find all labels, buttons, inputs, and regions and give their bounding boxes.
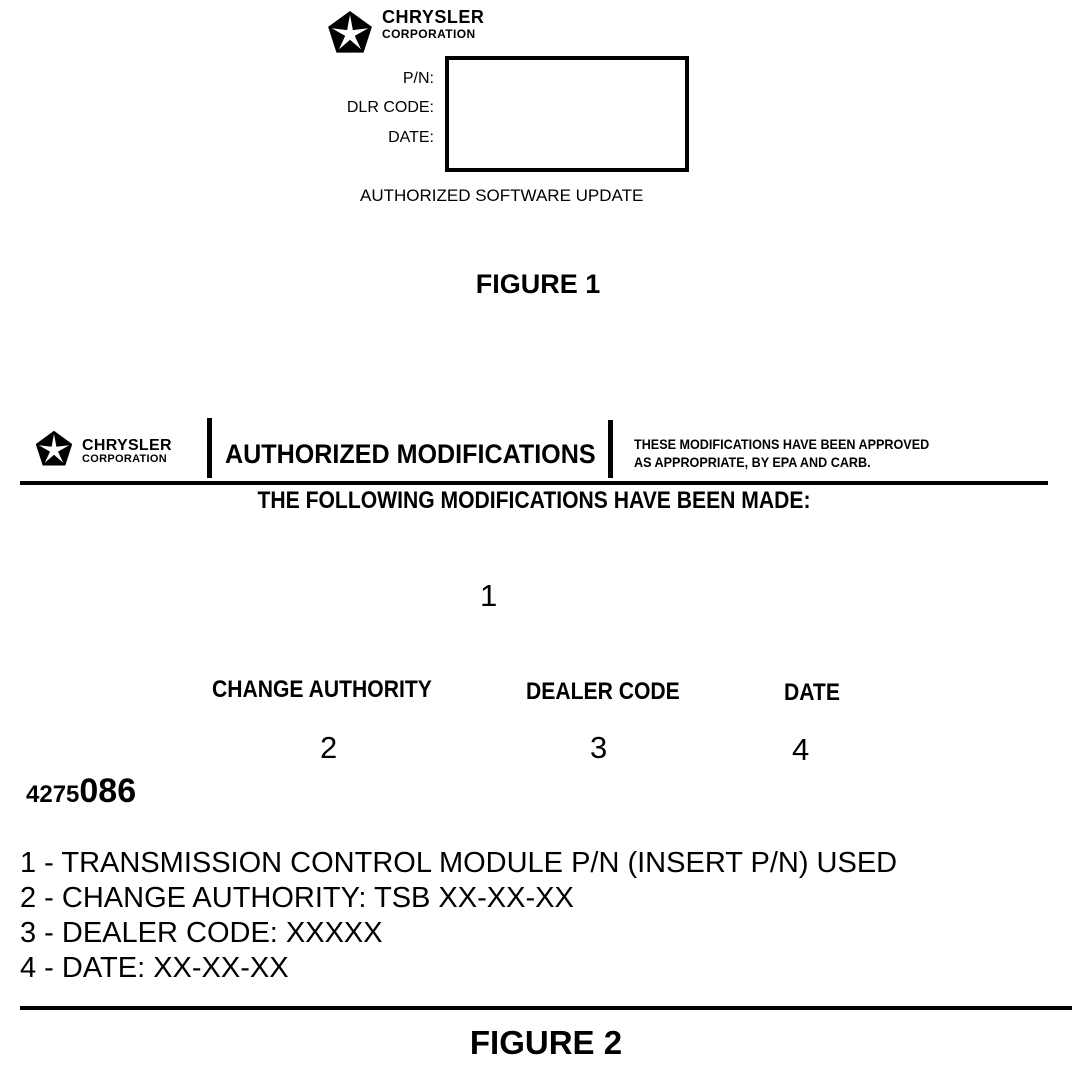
legend-item: 4 - DATE: XX-XX-XX	[20, 952, 289, 984]
software-update-caption: AUTHORIZED SOFTWARE UPDATE	[360, 186, 644, 205]
part-number-prefix: 4275	[26, 781, 80, 808]
callout-4: 4	[792, 732, 810, 767]
part-number-suffix: 086	[79, 772, 137, 810]
divider	[608, 420, 613, 478]
pn-label: P/N:	[402, 70, 434, 87]
dlr-code-label: DLR CODE:	[346, 99, 434, 116]
header-rule	[20, 481, 1048, 485]
modifications-statement: THE FOLLOWING MODIFICATIONS HAVE BEEN MADE:	[257, 487, 811, 514]
figure-1-title: FIGURE 1	[475, 269, 601, 299]
brand-subtitle: CORPORATION	[82, 453, 167, 465]
callout-3: 3	[590, 730, 608, 765]
callout-2: 2	[320, 730, 338, 765]
legend-item: 2 - CHANGE AUTHORITY: TSB XX-XX-XX	[20, 882, 574, 914]
label-part-number	[26, 772, 136, 811]
callout-1: 1	[480, 578, 498, 613]
brand-subtitle: CORPORATION	[382, 27, 476, 41]
figure-2-title: FIGURE 2	[469, 1024, 623, 1061]
brand-name: CHRYSLER	[82, 437, 172, 454]
brand-name: CHRYSLER	[382, 7, 485, 27]
change-authority-header: CHANGE AUTHORITY	[212, 676, 432, 703]
modifications-heading: AUTHORIZED MODIFICATIONS	[225, 439, 596, 469]
date-header: DATE	[784, 679, 840, 706]
date-label: DATE:	[388, 129, 434, 146]
divider	[207, 418, 212, 478]
dealer-code-header: DEALER CODE	[526, 678, 680, 705]
label-entry-box	[445, 56, 689, 172]
bottom-rule	[20, 1006, 1072, 1010]
pentastar-icon	[326, 10, 374, 58]
legend-item: 3 - DEALER CODE: XXXXX	[20, 917, 383, 949]
approval-note: THESE MODIFICATIONS HAVE BEEN APPROVED AS APPROPRIATE, BY EPA AND CARB.	[634, 436, 930, 470]
pentastar-icon	[34, 430, 74, 470]
legend-item: 1 - TRANSMISSION CONTROL MODULE P/N (INSERT P/N) USED	[20, 847, 898, 879]
